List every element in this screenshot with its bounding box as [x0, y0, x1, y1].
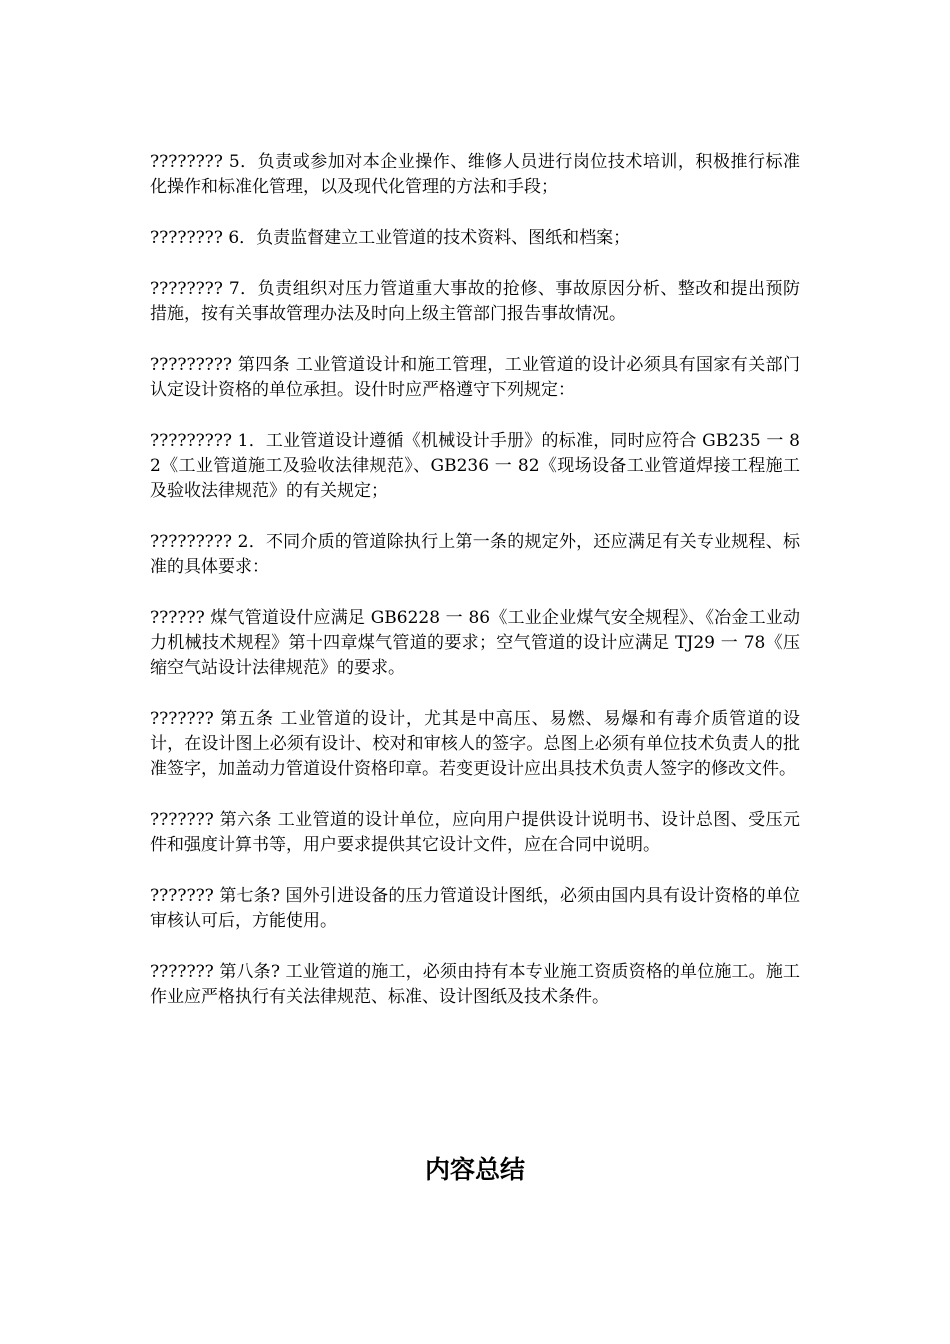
- paragraph-item-5: ???????? 5．负责或参加对本企业操作、维修人员进行岗位技术培训，积极推行标准化操作和标准化管理，以及现代化管理的方法和手段；: [150, 152, 800, 197]
- paragraph-rule-1: ????????? 1．工业管道设计遵循《机械设计手册》的标准，同时应符合 GB235 一 82《工业管道施工及验收法律规范》、GB236 一 82《现场设备工业管道焊接工程施工及验收法律规范》的有关规定；: [150, 431, 800, 501]
- paragraph-article-7: ??????? 第七条? 国外引进设备的压力管道设计图纸，必须由国内具有设计资格的单位审核认可后，方能使用。: [150, 886, 800, 931]
- document-body: [150, 150, 800, 1036]
- paragraph-item-6: ???????? 6．负责监督建立工业管道的技术资料、图纸和档案；: [150, 228, 631, 248]
- paragraph-gas-pipeline: ?????? 煤气管道设什应满足 GB6228 一 86《工业企业煤气安全规程》、《冶金工业动力机械技术规程》第十四章煤气管道的要求；空气管道的设计应满足 TJ29 一 78《压缩空气站设计法律规范》的要求。: [150, 608, 800, 678]
- paragraph-article-5: ??????? 第五条 工业管道的设计，尤其是中高压、易燃、易爆和有毒介质管道的设计，在设计图上必须有设计、校对和审核人的签字。总图上必须有单位技术负责人的批准签字，加盖动力管道设什资格印章。若变更设计应出具技术负责人签字的修改文件。: [150, 709, 800, 779]
- paragraph-article-6: ??????? 第六条 工业管道的设计单位，应向用户提供设计说明书、设计总图、受压元件和强度计算书等，用户要求提供其它设计文件，应在合同中说明。: [150, 810, 800, 855]
- paragraph-article-8: ??????? 第八条? 工业管道的施工，必须由持有本专业施工资质资格的单位施工。施工作业应严格执行有关法律规范、标准、设计图纸及技术条件。: [150, 962, 800, 1007]
- paragraph-rule-2: ????????? 2．不同介质的管道除执行上第一条的规定外，还应满足有关专业规程、标准的具体要求：: [150, 532, 800, 577]
- paragraph-article-4: ????????? 第四条 工业管道设计和施工管理，工业管道的设计必须具有国家有关部门认定设计资格的单位承担。设什时应严格遵守下列规定：: [150, 355, 800, 400]
- summary-title: 内容总结: [424, 1155, 525, 1184]
- paragraph-item-7: ???????? 7．负责组织对压力管道重大事故的抢修、事故原因分析、整改和提出预防措施，按有关事故管理办法及时向上级主管部门报告事故情况。: [150, 279, 800, 324]
